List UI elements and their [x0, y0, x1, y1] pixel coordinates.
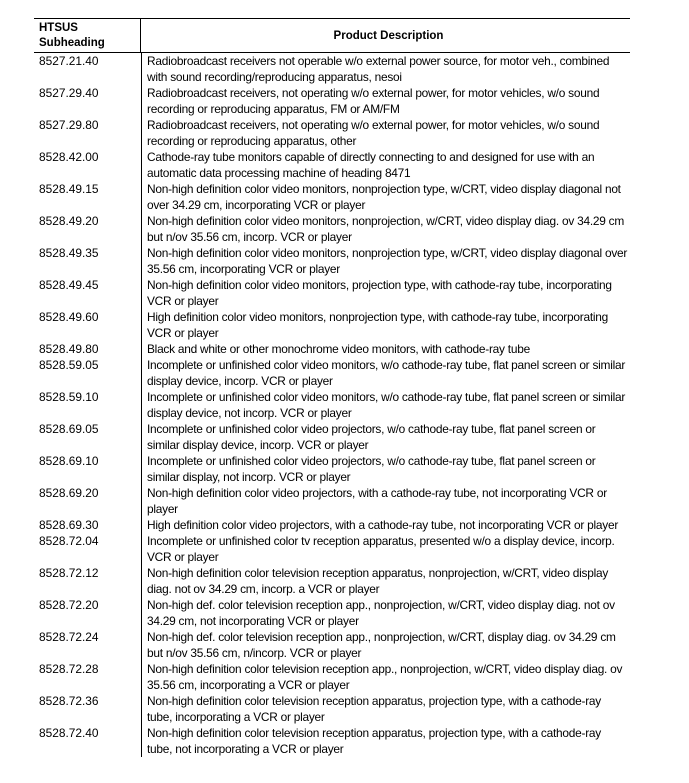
table-row	[34, 421, 630, 453]
htsus-code: 8528.69.30	[39, 518, 99, 532]
product-description: Incomplete or unfinished color video projectors, w/o cathode-ray tube, flat panel screen or similar display, not incorp. VCR or player	[147, 454, 596, 484]
htsus-code: 8528.49.15	[39, 182, 99, 196]
product-description: Cathode-ray tube monitors capable of directly connecting to and designed for use with an automatic data processing machine of heading 8471	[147, 150, 595, 180]
htsus-code: 8528.72.40	[39, 726, 99, 740]
product-description: High definition color video monitors, nonprojection type, with cathode-ray tube, incorporating VCR or player	[147, 310, 608, 340]
product-description: Non-high definition color video monitors, nonprojection type, w/CRT, video display diagonal over 35.56 cm, incorporating VCR or player	[147, 246, 628, 276]
product-description: Black and white or other monochrome video monitors, with cathode-ray tube	[147, 342, 530, 356]
table-row	[34, 245, 630, 277]
htsus-code: 8527.21.40	[39, 54, 99, 68]
table-row	[34, 693, 630, 725]
htsus-code: 8528.69.20	[39, 486, 99, 500]
htsus-code: 8528.72.04	[39, 534, 99, 548]
product-description: Non-high def. color television reception app., nonprojection, w/CRT, display diag. ov 34.29 cm but n/ov 35.56 cm, n/incorp. VCR or player	[147, 630, 616, 660]
table-row	[34, 53, 630, 85]
htsus-code: 8528.59.10	[39, 390, 99, 404]
table-row	[34, 485, 630, 517]
htsus-code: 8528.72.28	[39, 662, 99, 676]
product-description: Non-high definition color video monitors, projection type, with cathode-ray tube, incorporating VCR or player	[147, 278, 612, 308]
table-row	[34, 517, 630, 533]
product-description: Incomplete or unfinished color video monitors, w/o cathode-ray tube, flat panel screen or similar display device, not incorp. VCR or player	[147, 390, 626, 420]
product-description: Non-high definition color television reception app., nonprojection, w/CRT, video display diag. ov 35.56 cm, incorporating a VCR or player	[147, 662, 623, 692]
product-description: Non-high definition color television reception apparatus, projection type, with a cathode-ray tube, not incorporating a VCR or player	[147, 726, 601, 756]
htsus-code: 8527.29.80	[39, 118, 99, 132]
htsus-code: 8528.49.20	[39, 214, 99, 228]
htsus-code: 8528.49.60	[39, 310, 99, 324]
header-htsus-subheading: HTSUS Subheading	[34, 19, 141, 52]
htsus-code: 8528.59.05	[39, 358, 99, 372]
htsus-code: 8528.69.10	[39, 454, 99, 468]
table-row	[34, 341, 630, 357]
table-row	[34, 277, 630, 309]
product-description: Non-high definition color television reception apparatus, nonprojection, w/CRT, video display diag. not ov 34.29 cm, incorp. a VCR or player	[147, 566, 609, 596]
table-row	[34, 565, 630, 597]
table-row	[34, 181, 630, 213]
product-description: Incomplete or unfinished color video projectors, w/o cathode-ray tube, flat panel screen or similar display device, incorp. VCR or player	[147, 422, 596, 452]
table-header	[34, 18, 630, 53]
table-body	[34, 53, 630, 757]
htsus-code: 8528.42.00	[39, 150, 99, 164]
product-description: Non-high definition color television reception apparatus, projection type, with a cathode-ray tube, incorporating a VCR or player	[147, 694, 601, 724]
table-row	[34, 149, 630, 181]
htsus-code: 8528.72.36	[39, 694, 99, 708]
table-row	[34, 725, 630, 757]
htsus-code: 8528.69.05	[39, 422, 99, 436]
table-row	[34, 85, 630, 117]
table-row	[34, 533, 630, 565]
htsus-code: 8528.72.24	[39, 630, 99, 644]
htsus-table	[34, 18, 630, 757]
table-row	[34, 389, 630, 421]
htsus-code: 8527.29.40	[39, 86, 99, 100]
htsus-code: 8528.49.35	[39, 246, 99, 260]
product-description: Radiobroadcast receivers not operable w/o external power source, for motor veh., combined with sound recording/reproducing apparatus, nesoi	[147, 54, 610, 84]
product-description: Incomplete or unfinished color video monitors, w/o cathode-ray tube, flat panel screen or similar display device, incorp. VCR or player	[147, 358, 626, 388]
table-row	[34, 629, 630, 661]
htsus-code: 8528.49.80	[39, 342, 99, 356]
product-description: High definition color video projectors, with a cathode-ray tube, not incorporating VCR or player	[147, 518, 619, 532]
table-row	[34, 117, 630, 149]
header-product-description: Product Description	[333, 29, 444, 42]
table-row	[34, 597, 630, 629]
product-description: Non-high def. color television reception app., nonprojection, w/CRT, video display diag. not ov 34.29 cm, not incorporating VCR or player	[147, 598, 615, 628]
table-row	[34, 309, 630, 341]
product-description: Non-high definition color video projectors, with a cathode-ray tube, not incorporating VCR or player	[147, 486, 607, 516]
htsus-code: 8528.49.45	[39, 278, 99, 292]
product-description: Radiobroadcast receivers, not operating w/o external power, for motor vehicles, w/o sound recording or reproducing apparatus, other	[147, 118, 600, 148]
table-row	[34, 357, 630, 389]
table-row	[34, 213, 630, 245]
product-description: Incomplete or unfinished color tv reception apparatus, presented w/o a display device, incorp. VCR or player	[147, 534, 615, 564]
htsus-code: 8528.72.20	[39, 598, 99, 612]
htsus-code: 8528.72.12	[39, 566, 99, 580]
table-row	[34, 661, 630, 693]
product-description: Non-high definition color video monitors, nonprojection type, w/CRT, video display diagonal not over 34.29 cm, incorporating VCR or player	[147, 182, 621, 212]
product-description: Non-high definition color video monitors, nonprojection, w/CRT, video display diag. ov 34.29 cm but n/ov 35.56 cm, incorp. VCR or player	[147, 214, 625, 244]
product-description: Radiobroadcast receivers, not operating w/o external power, for motor vehicles, w/o sound recording or reproducing apparatus, FM or AM/FM	[147, 86, 600, 116]
table-row	[34, 453, 630, 485]
